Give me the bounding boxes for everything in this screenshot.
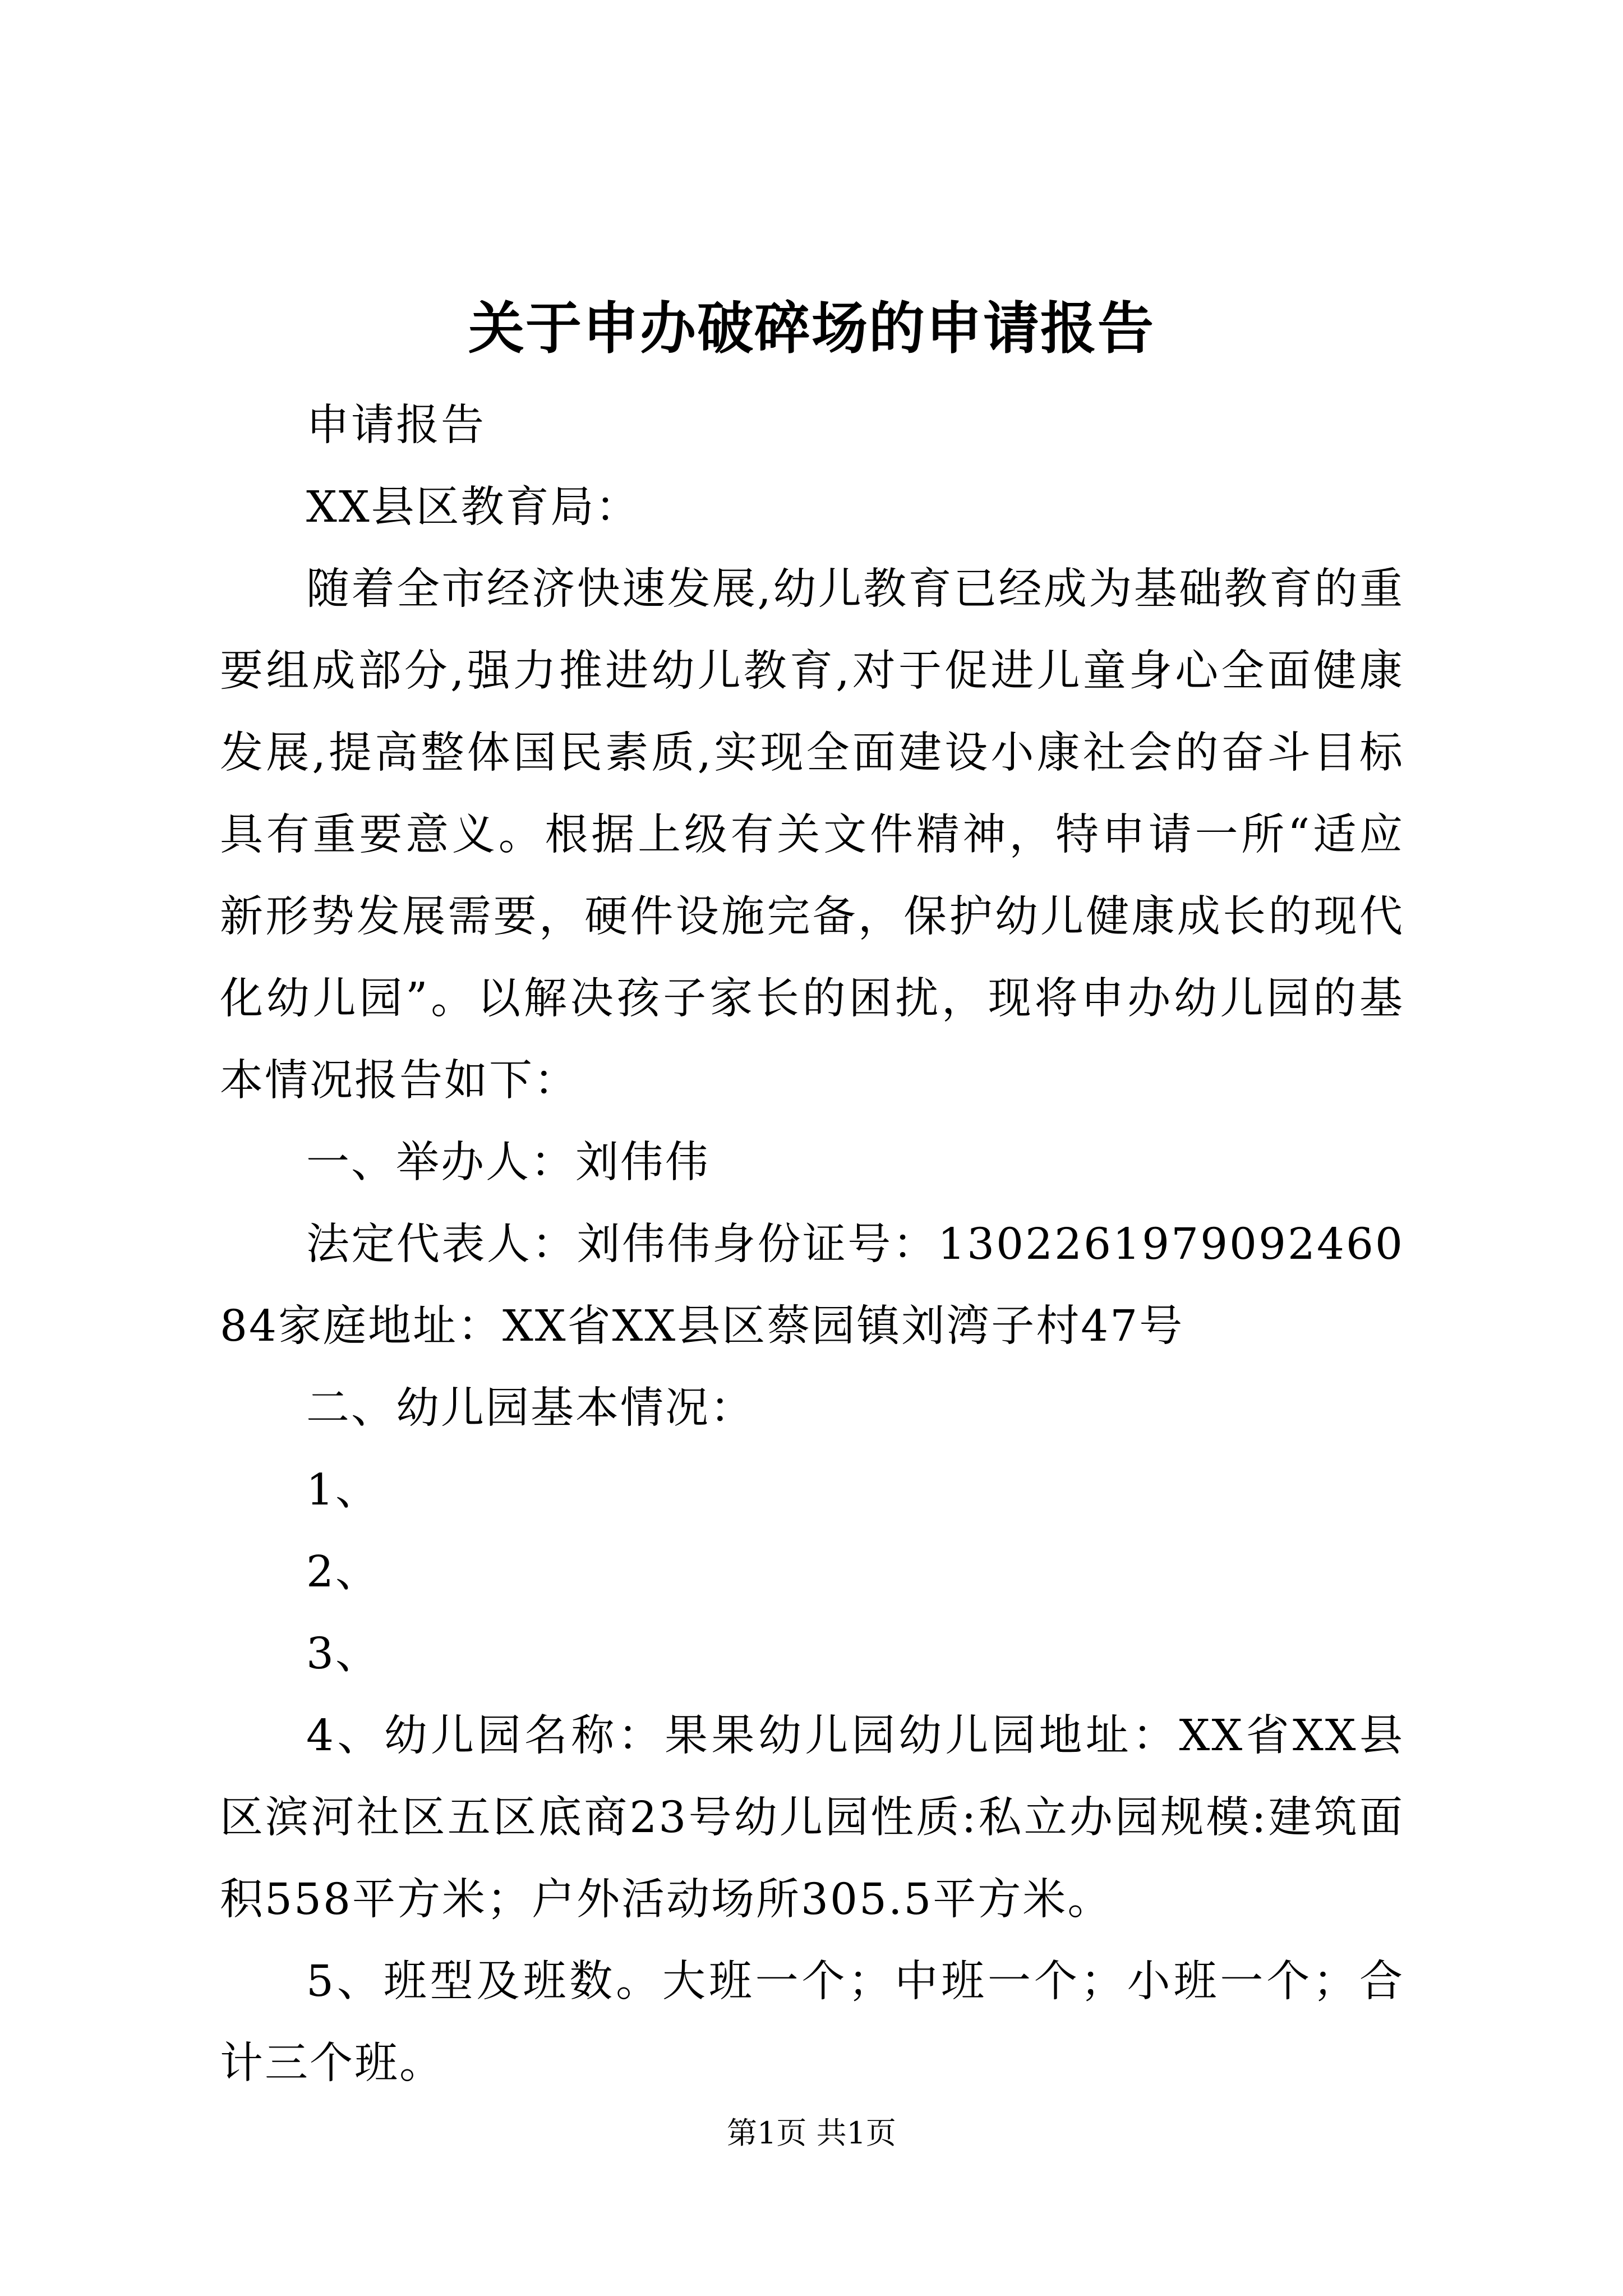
paragraph-organizer: 一、举办人：刘伟伟 — [306, 1138, 710, 1188]
paragraph-heading: 申请报告 — [306, 401, 486, 450]
document-body — [220, 385, 1404, 2105]
paragraph-legal-rep: 法定代表人：刘伟伟身份证号：130226197909246084家庭地址：XX省XX县区蔡园镇刘湾子村47号 — [220, 1220, 1404, 1351]
paragraph-intro: 随着全市经济快速发展,幼儿教育已经成为基础教育的重要组成部分,强力推进幼儿教育,对于促进儿童身心全面健康发展,提高整体国民素质,实现全面建设小康社会的奋斗目标具有重要意义。根据上级有关文件精神，特申请一所“适应新形势发展需要，硬件设施完备，保护幼儿健康成长的现代化幼儿园”。以解决孩子家长的困扰，现将申办幼儿园的基本情况报告如下： — [220, 564, 1404, 1106]
paragraph-section-two: 二、幼儿园基本情况： — [306, 1383, 755, 1433]
paragraph-addressee: XX县区教育局： — [306, 482, 640, 532]
paragraph-item-4: 4、幼儿园名称：果果幼儿园幼儿园地址：XX省XX县区滨河社区五区底商23号幼儿园性质:私立办园规模:建筑面积558平方米；户外活动场所305.5平方米。 — [220, 1711, 1404, 1925]
document-title: 关于申办破碎场的申请报告 — [468, 295, 1155, 361]
paragraph-item-1: 1、 — [306, 1465, 380, 1515]
paragraph-item-3: 3、 — [306, 1629, 380, 1679]
page-number: 第1页 共1页 — [727, 2115, 896, 2151]
paragraph-item-5: 5、班型及班数。大班一个；中班一个；小班一个；合计三个班。 — [220, 1957, 1404, 2088]
paragraph-item-2: 2、 — [306, 1547, 380, 1597]
